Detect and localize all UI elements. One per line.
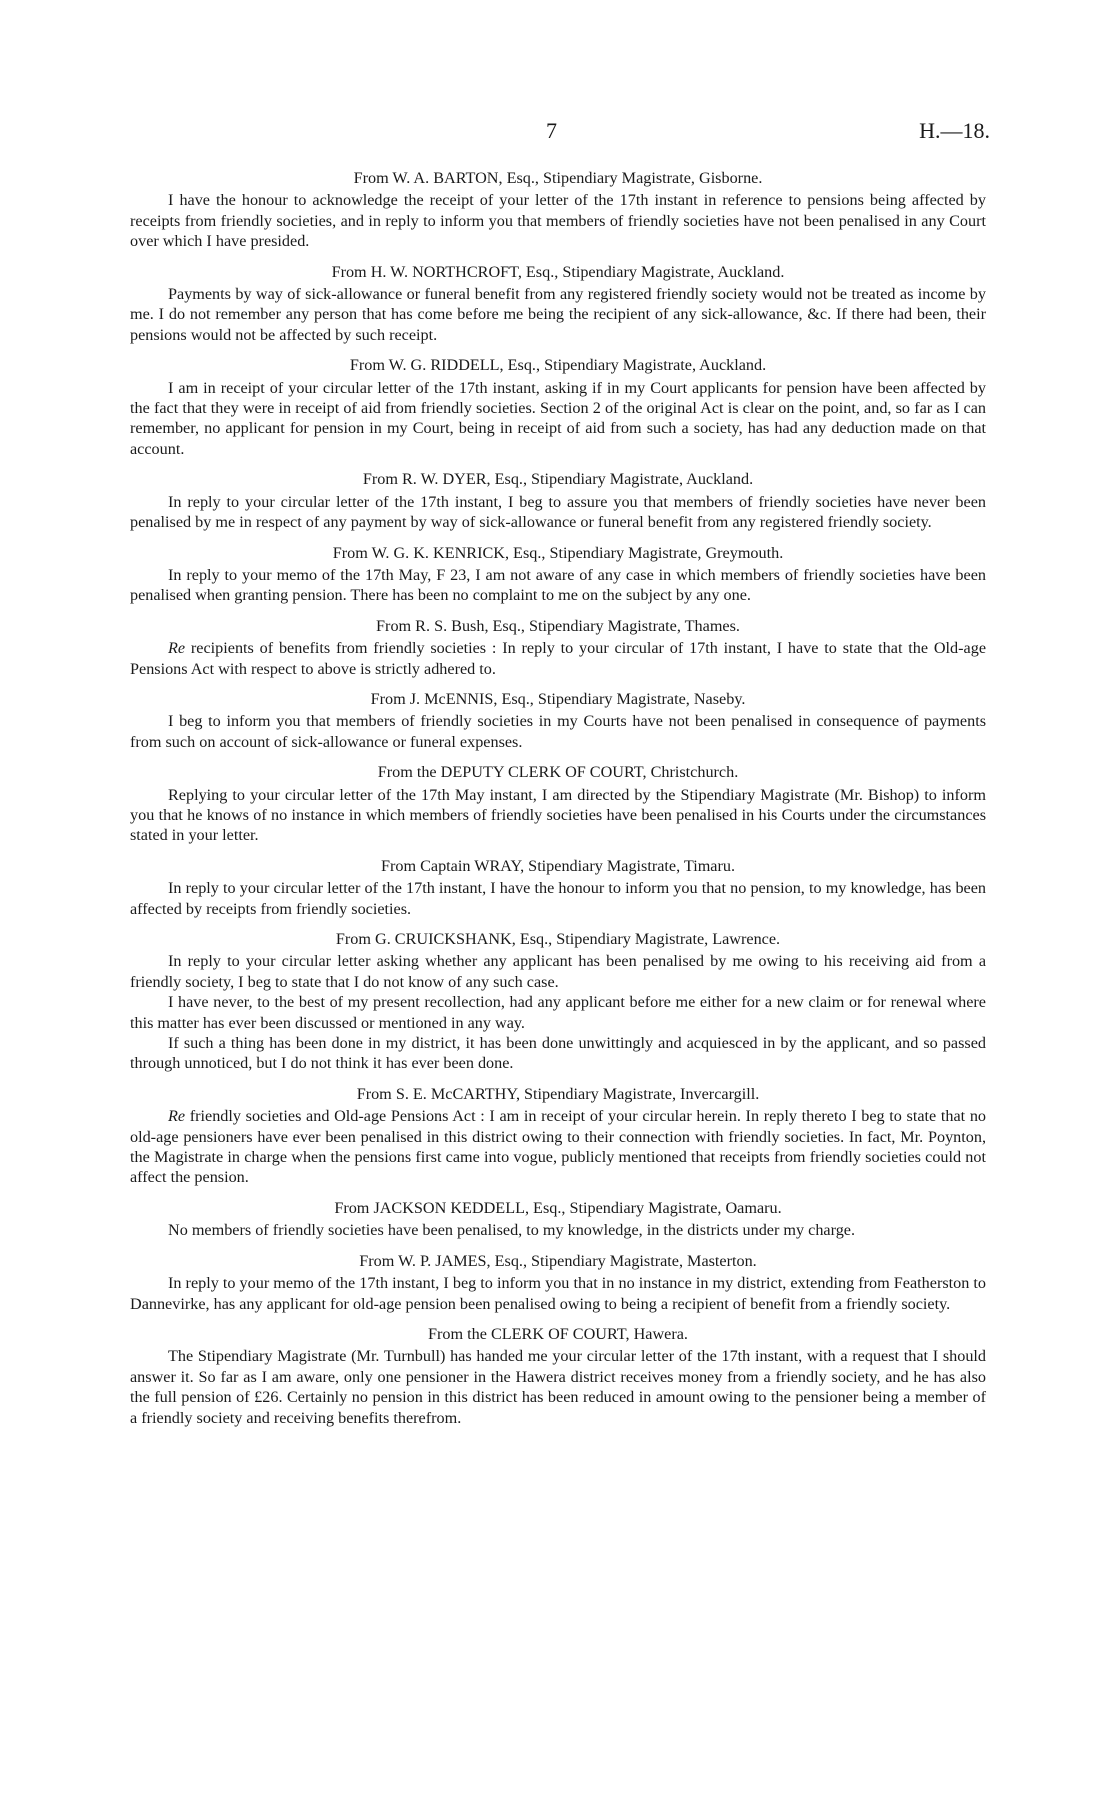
letter-heading: From JACKSON KEDDELL, Esq., Stipendiary Magistrate, Oamaru. [334,1198,782,1217]
letter-paragraph: Payments by way of sick-allowance or funeral benefit from any registered friendly society would not be treated as income by me. I do not remember any person that has come before me being the recipient of any sick-allowance, &c. If there had been, their pensions would not be affected by such receipt. [130,285,986,344]
letter-heading: From J. McENNIS, Esq., Stipendiary Magistrate, Naseby. [370,689,746,708]
letter-heading: From W. G. K. KENRICK, Esq., Stipendiary Magistrate, Greymouth. [332,543,784,562]
letter-paragraph [130,638,986,679]
letter-heading: From the CLERK OF COURT, Hawera. [428,1324,688,1343]
letter-heading: From R. S. Bush, Esq., Stipendiary Magistrate, Thames. [376,616,740,635]
letter-paragraph: I have never, to the best of my present recollection, had any applicant before me either for a new claim or for renewal where this matter has ever been discussed or mentioned in any way. [130,993,986,1032]
letter-heading: From Captain WRAY, Stipendiary Magistrate, Timaru. [380,856,736,875]
letter-wray [130,856,986,919]
re-italic: Re [168,1107,186,1126]
letter-kenrick [130,543,986,606]
letter-paragraph: If such a thing has been done in my district, it has been done unwittingly and acquiesced in by the applicant, and so passed through unnoticed, but I do not think it has ever been done. [130,1034,986,1073]
letter-clerk-hawera [130,1324,986,1428]
letter-heading: From the DEPUTY CLERK OF COURT, Christchurch. [377,763,739,782]
letter-heading: From H. W. NORTHCROFT, Esq., Stipendiary Magistrate, Auckland. [331,262,785,281]
document-reference: H.—18. [919,118,990,143]
letter-paragraph: In reply to your circular letter of the 17th instant, I beg to assure you that members of friendly societies have never been penalised by me in respect of any payment by way of sick-allowance or funeral benefit from any registered friendly society. [130,492,986,532]
letter-paragraph: In reply to your memo of the 17th May, F 23, I am not aware of any case in which members of friendly societies have been penalised when granting pension. There has been no complaint to me on the subject by any one. [130,565,986,605]
letter-mcennis [130,689,986,752]
letter-paragraph: I beg to inform you that members of friendly societies in my Courts have not been penalised in consequence of payments from such on account of sick-allowance or funeral expenses. [130,712,986,751]
letter-paragraph: No members of friendly societies have been penalised, to my knowledge, in the districts under my charge. [168,1221,856,1240]
letter-paragraph: In reply to your circular letter of the 17th instant, I have the honour to inform you that no pension, to my knowledge, has been affected by receipts from friendly societies. [130,879,986,918]
letter-heading: From G. CRUICKSHANK, Esq., Stipendiary Magistrate, Lawrence. [335,930,781,948]
letter-heading: From S. E. McCARTHY, Stipendiary Magistrate, Invercargill. [356,1084,760,1103]
letters-body [130,168,986,1438]
letter-mccarthy [130,1084,986,1188]
letter-paragraph: I am in receipt of your circular letter of the 17th instant, asking if in my Court applicants for pension have been affected by the fact that they were in receipt of aid from friendly societies. Section 2 of the original Act is clear on the point, and, so far as I can remember, no applicant for pension in my Court, being in receipt of aid from such a society, has had any deduction made on that account. [130,378,986,458]
letter-paragraph: The Stipendiary Magistrate (Mr. Turnbull) has handed me your circular letter of the 17th instant, with a request that I should answer it. So far as I am aware, only one pensioner in the Hawera district receives money from a friendly society, and he has also the full pension of £26. Certainly no pension in this district has been reduced in amount owing to the pensioner being a member of a friendly society and receiving benefits therefrom. [130,1347,986,1427]
letter-cruickshank [130,929,986,1074]
letter-paragraph: Replying to your circular letter of the 17th May instant, I am directed by the Stipendiary Magistrate (Mr. Bishop) to inform you that he knows of no instance in which members of friendly societies have been penalised in his Courts under the circumstances stated in your letter. [130,785,986,845]
letter-deputy-clerk [130,762,986,846]
letter-james [130,1251,986,1314]
page-number: 7 [546,118,557,143]
paragraph-text: recipients of benefits from friendly societies : In reply to your circular of 17th instant, I have to state that the Old-age Pensions Act with respect to above is strictly adhered to. [130,639,987,678]
letter-keddell [130,1198,986,1241]
letter-heading: From W. A. BARTON, Esq., Stipendiary Magistrate, Gisborne. [353,169,763,187]
letter-paragraph: In reply to your memo of the 17th instant, I beg to inform you that in no instance in my district, extending from Featherston to Dannevirke, has any applicant for old-age pension been penalised owing to being a recipient of benefit from a friendly society. [130,1274,986,1313]
letter-heading: From R. W. DYER, Esq., Stipendiary Magistrate, Auckland. [362,470,754,489]
letter-bush [130,616,986,679]
re-italic: Re [168,639,186,658]
letter-dyer [130,469,986,532]
letter-northcroft [130,262,986,346]
paragraph-text: friendly societies and Old-age Pensions Act : I am in receipt of your circular herein. In reply thereto I beg to state that no old-age pensioners have ever been penalised in this district owing to their connection with friendly societies. In fact, Mr. Poynton, the Magistrate in charge when the pensions first came into vogue, publicly mentioned that receipts from friendly societies could not affect the pension. [130,1107,987,1187]
letter-paragraph [130,1106,986,1188]
letter-paragraph: In reply to your circular letter asking whether any applicant has been penalised by me owing to his receiving aid from a friendly society, I beg to state that I do not know of any such case. [130,952,986,991]
letter-paragraph: I have the honour to acknowledge the receipt of your letter of the 17th instant in reference to pensions being affected by receipts from friendly societies, and in reply to inform you that members of friendly societies have not been penalised in any Court over which I have presided. [130,191,986,251]
letter-barton [130,168,986,252]
letter-heading: From W. P. JAMES, Esq., Stipendiary Magistrate, Masterton. [359,1251,757,1270]
letter-riddell [130,355,986,459]
letter-heading: From W. G. RIDDELL, Esq., Stipendiary Magistrate, Auckland. [349,356,767,375]
